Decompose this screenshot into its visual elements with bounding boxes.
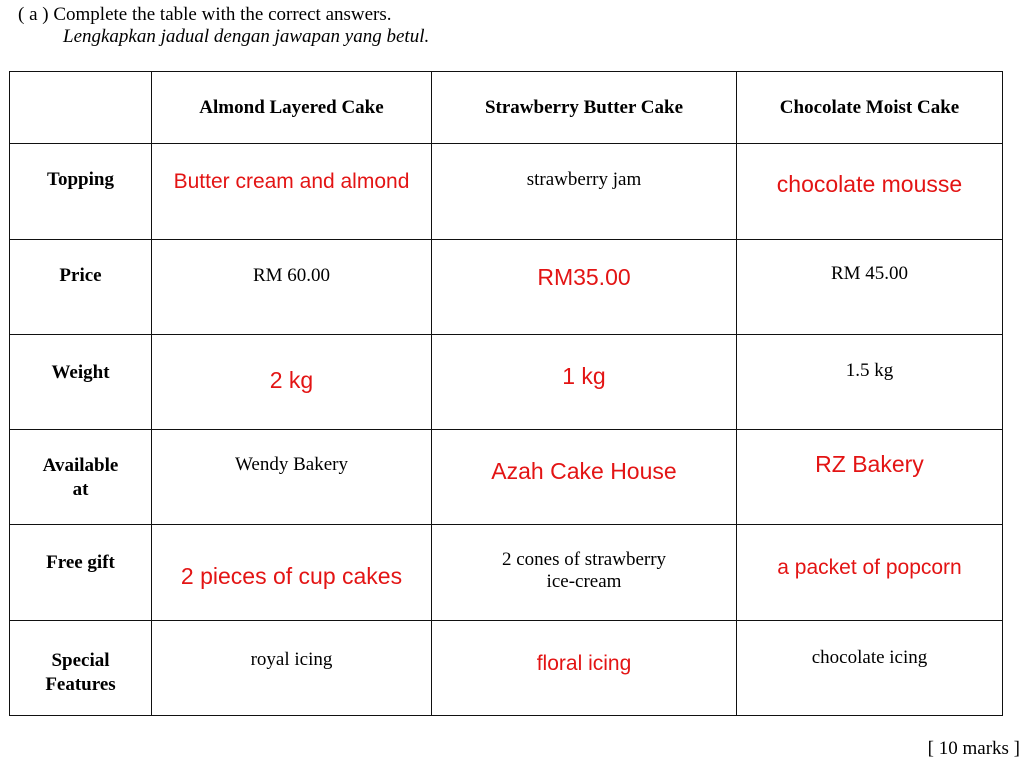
printed-text: chocolate icing (811, 646, 928, 668)
row-header-special-features (10, 620, 152, 715)
table-row-price (10, 239, 1003, 334)
cell-topping-almond (152, 144, 432, 239)
row-header-price (10, 239, 152, 334)
row-header-label: Weight (51, 361, 110, 383)
question-text-malay: Lengkapkan jadual dengan jawapan yang betul. (63, 26, 430, 47)
row-header-label-line1: Available (42, 455, 119, 477)
corner-cell (10, 72, 152, 144)
answer-text: a packet of popcorn (777, 556, 962, 580)
answer-table (9, 71, 1003, 716)
cell-gift-almond (152, 525, 432, 620)
answer-text: RZ Bakery (815, 451, 924, 478)
cell-weight-almond (152, 334, 432, 429)
cell-special-chocolate (737, 620, 1003, 715)
cell-available-strawberry (432, 430, 737, 525)
cell-topping-strawberry (432, 144, 737, 239)
row-header-label: Free gift (46, 552, 115, 574)
row-header-free-gift (10, 525, 152, 620)
answer-text: 2 pieces of cup cakes (180, 563, 403, 590)
cell-topping-chocolate (737, 144, 1003, 239)
row-header-label: Price (59, 264, 102, 286)
answer-text: 1 kg (562, 362, 606, 389)
table-row-topping (10, 144, 1003, 239)
printed-text-line1: 2 cones of strawberry (501, 549, 667, 571)
cell-gift-chocolate (737, 525, 1003, 620)
printed-text-line2: ice-cream (546, 571, 622, 593)
cell-price-almond (152, 239, 432, 334)
cell-special-strawberry (432, 620, 737, 715)
table-header-row (10, 72, 1003, 144)
row-header-label-line2: at (72, 479, 89, 501)
row-header-label-line2: Features (45, 673, 116, 695)
answer-text: chocolate mousse (776, 171, 963, 198)
table-row-available-at (10, 430, 1003, 525)
printed-text: RM 45.00 (830, 262, 909, 284)
row-header-label (10, 649, 151, 697)
answer-text: floral icing (536, 651, 632, 675)
table-row-special-features (10, 620, 1003, 715)
row-header-weight (10, 334, 152, 429)
answer-text: RM35.00 (537, 263, 631, 290)
row-header-label-line1: Special (51, 649, 110, 671)
cell-price-strawberry (432, 239, 737, 334)
row-header-label: Topping (47, 169, 114, 191)
cell-special-almond (152, 620, 432, 715)
column-header-almond: Almond Layered Cake (152, 72, 432, 144)
answer-text: 2 kg (269, 366, 314, 393)
question-label: ( a ) (18, 4, 49, 25)
printed-text: strawberry jam (526, 169, 642, 191)
cell-gift-strawberry (432, 525, 737, 620)
answer-text: Azah Cake House (491, 458, 677, 485)
printed-text: RM 60.00 (252, 264, 331, 286)
table-row-weight (10, 334, 1003, 429)
printed-text: royal icing (250, 648, 333, 670)
answer-text: Butter cream and almond (173, 170, 410, 194)
column-header-strawberry: Strawberry Butter Cake (432, 72, 737, 144)
column-header-chocolate: Chocolate Moist Cake (737, 72, 1003, 144)
cell-price-chocolate (737, 239, 1003, 334)
row-header-topping (10, 144, 152, 239)
table-row-free-gift (10, 525, 1003, 620)
question-line-english (18, 4, 392, 26)
cell-available-almond (152, 430, 432, 525)
printed-text (432, 549, 736, 593)
printed-text: 1.5 kg (845, 359, 894, 381)
question-text-english: Complete the table with the correct answers. (53, 4, 392, 25)
cell-available-chocolate (737, 430, 1003, 525)
row-header-label (10, 454, 151, 502)
row-header-available-at (10, 430, 152, 525)
printed-text: Wendy Bakery (235, 454, 348, 476)
cell-weight-strawberry (432, 334, 737, 429)
marks-label: [ 10 marks ] (927, 738, 1020, 759)
cell-weight-chocolate (737, 334, 1003, 429)
